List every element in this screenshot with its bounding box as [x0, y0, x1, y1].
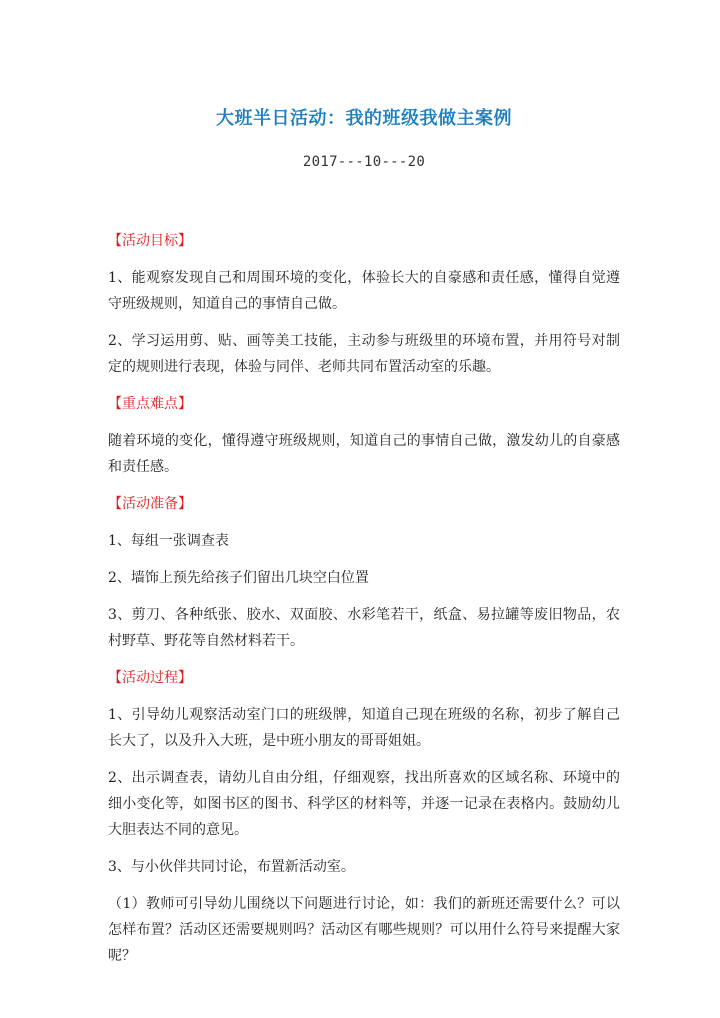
- paragraph: 随着环境的变化，懂得遵守班级规则，知道自己的事情自己做，激发幼儿的自豪感和责任感。: [108, 433, 620, 475]
- section-heading: 【活动准备】: [108, 496, 192, 512]
- section-goals: [108, 228, 620, 380]
- section-heading: 【活动目标】: [108, 233, 192, 249]
- section-heading: 【重点难点】: [108, 396, 192, 412]
- paragraph: （1）教师可引导幼儿围绕以下问题进行讨论，如：我们的新班还需要什么？可以怎样布置？活动区还需要规则吗？活动区有哪些规则？可以用什么符号来提醒大家呢？: [108, 896, 620, 964]
- section-heading: 【活动过程】: [108, 670, 192, 686]
- section-preparation: [108, 491, 620, 654]
- paragraph: 2、出示调查表，请幼儿自由分组，仔细观察，找出所喜欢的区域名称、环境中的细小变化等，如图书区的图书、科学区的材料等，并逐一记录在表格内。鼓励幼儿大胆表达不同的意见。: [108, 770, 620, 838]
- paragraph: 3、与小伙伴共同讨论，布置新活动室。: [108, 859, 355, 875]
- paragraph: 2、墙饰上预先给孩子们留出几块空白位置: [108, 570, 369, 586]
- paragraph: 2、学习运用剪、贴、画等美工技能，主动参与班级里的环境布置，并用符号对制定的规则进行表现，体验与同伴、老师共同布置活动室的乐趣。: [108, 333, 620, 375]
- document-body: [108, 228, 620, 969]
- paragraph: 1、引导幼儿观察活动室门口的班级牌，知道自己现在班级的名称，初步了解自己长大了，以及升入大班，是中班小朋友的哥哥姐姐。: [108, 707, 620, 749]
- paragraph: 1、能观察发现自己和周围环境的变化，体验长大的自豪感和责任感，懂得自觉遵守班级规则，知道自己的事情自己做。: [108, 270, 620, 312]
- section-key-points: [108, 391, 620, 480]
- document-title: 大班半日活动：我的班级我做主案例: [216, 108, 512, 129]
- paragraph: 1、每组一张调查表: [108, 533, 229, 549]
- document-date: 2017---10---20: [302, 154, 426, 170]
- section-process: [108, 665, 620, 969]
- paragraph: 3、剪刀、各种纸张、胶水、双面胶、水彩笔若干，纸盒、易拉罐等废旧物品，农村野草、野花等自然材料若干。: [108, 607, 620, 649]
